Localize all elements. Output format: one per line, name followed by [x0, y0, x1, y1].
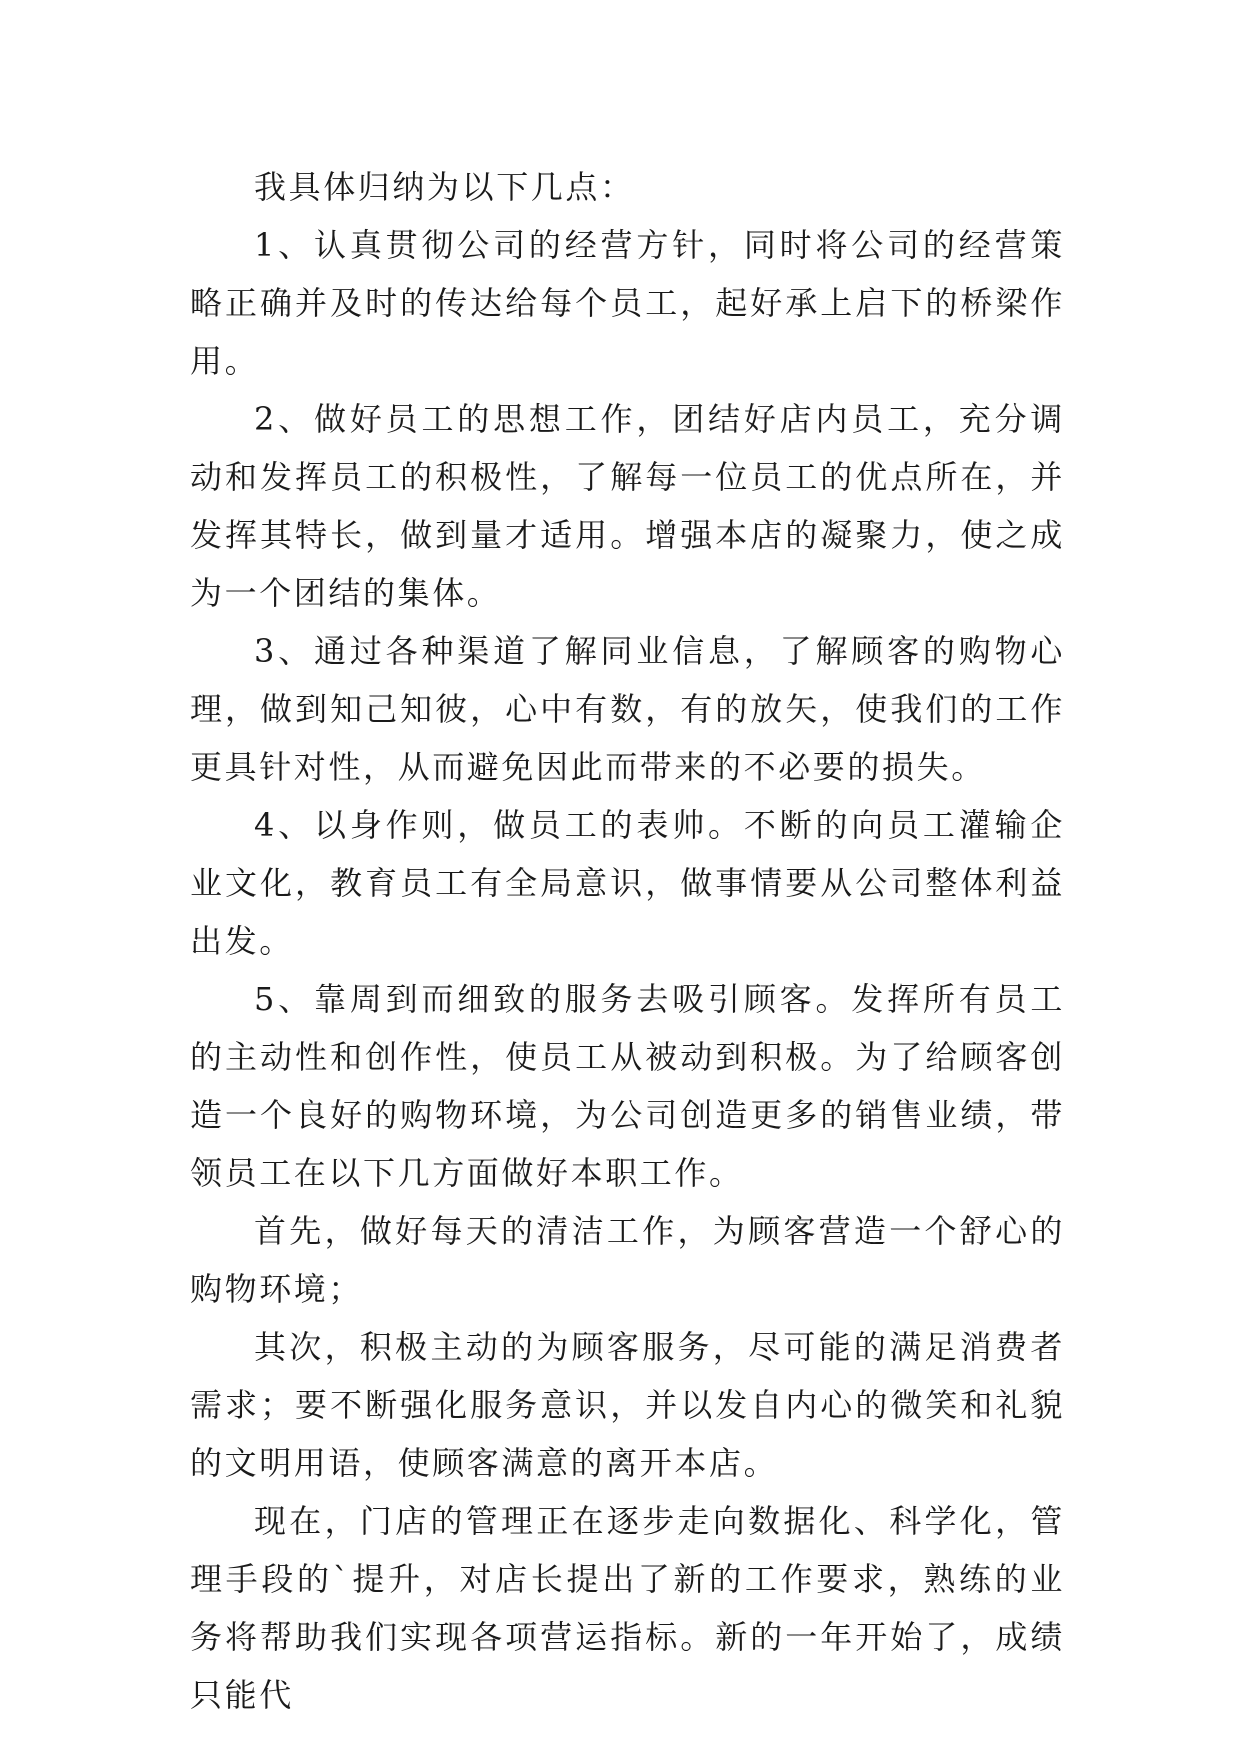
- paragraph-now: 现在，门店的管理正在逐步走向数据化、科学化，管理手段的`提升，对店长提出了新的工作要求，熟练的业务将帮助我们实现各项营运指标。新的一年开始了，成绩只能代: [190, 1502, 1065, 1714]
- paragraph-point-5: 5、靠周到而细致的服务去吸引顾客。发挥所有员工的主动性和创作性，使员工从被动到积极。为了给顾客创造一个良好的购物环境，为公司创造更多的销售业绩，带领员工在以下几方面做好本职工作。: [190, 980, 1065, 1192]
- paragraph-point-2: 2、做好员工的思想工作，团结好店内员工，充分调动和发挥员工的积极性，了解每一位员工的优点所在，并发挥其特长，做到量才适用。增强本店的凝聚力，使之成为一个团结的集体。: [190, 400, 1065, 612]
- document-body: [190, 158, 1065, 1724]
- paragraph-intro: 我具体归纳为以下几点：: [254, 168, 635, 206]
- paragraph-point-1: 1、认真贯彻公司的经营方针，同时将公司的经营策略正确并及时的传达给每个员工，起好承上启下的桥梁作用。: [190, 226, 1065, 380]
- paragraph-point-4: 4、以身作则，做员工的表帅。不断的向员工灌输企业文化，教育员工有全局意识，做事情要从公司整体利益出发。: [190, 806, 1065, 960]
- paragraph-first: 首先，做好每天的清洁工作，为顾客营造一个舒心的购物环境；: [190, 1212, 1065, 1308]
- paragraph-second: 其次，积极主动的为顾客服务，尽可能的满足消费者需求；要不断强化服务意识，并以发自内心的微笑和礼貌的文明用语，使顾客满意的离开本店。: [190, 1328, 1065, 1482]
- paragraph-point-3: 3、通过各种渠道了解同业信息，了解顾客的购物心理，做到知己知彼，心中有数，有的放矢，使我们的工作更具针对性，从而避免因此而带来的不必要的损失。: [190, 632, 1065, 786]
